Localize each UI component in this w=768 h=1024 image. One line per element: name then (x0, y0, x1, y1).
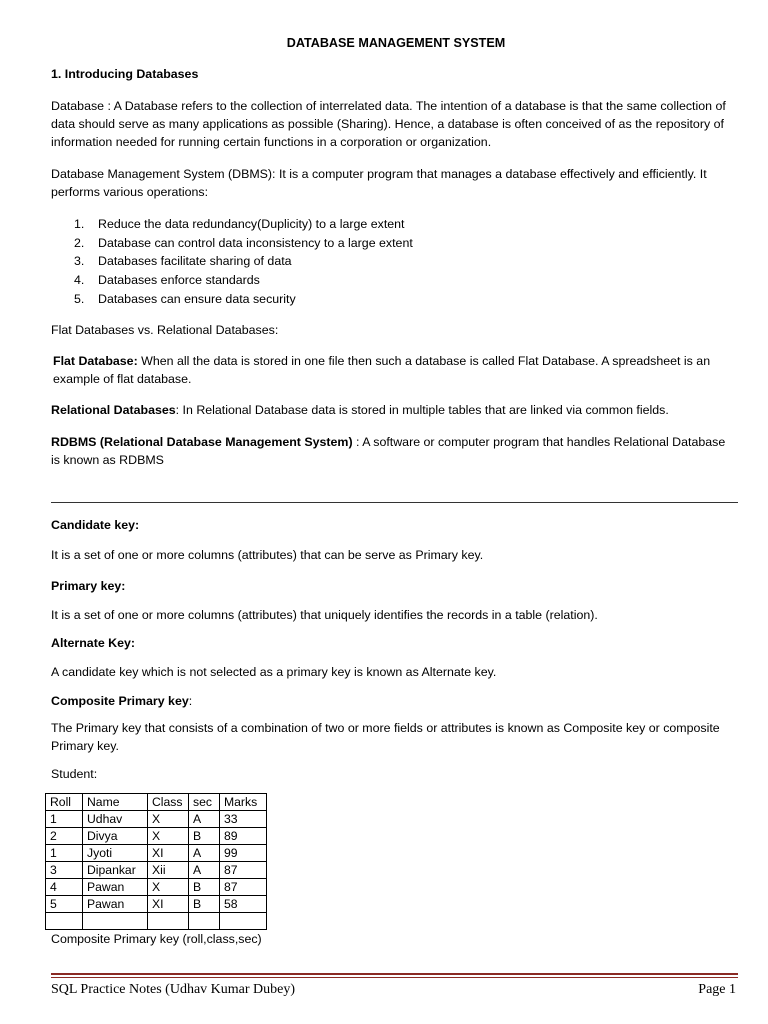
header-class: Class (148, 794, 189, 811)
table-cell: 2 (46, 828, 83, 845)
table-cell: A (189, 811, 220, 828)
table-cell (148, 913, 189, 930)
table-cell: 89 (220, 828, 267, 845)
table-row (46, 896, 267, 913)
header-sec: sec (189, 794, 220, 811)
paragraph-primary-key: It is a set of one or more columns (attributes) that uniquely identifies the records in a table (relation). (51, 608, 598, 622)
table-cell: XI (148, 845, 189, 862)
list-item: 3. Databases facilitate sharing of data (74, 254, 292, 269)
footer-title: SQL Practice Notes (Udhav Kumar Dubey) (51, 982, 296, 997)
table-cell (83, 913, 148, 930)
table-cell: 99 (220, 845, 267, 862)
table-cell: 4 (46, 879, 83, 896)
list-item: 1. Reduce the data redundancy(Duplicity) to a large extent (74, 217, 405, 231)
paragraph-relational-databases: Relational Databases: In Relational Database data is stored in multiple tables that are linked via common fields. (51, 403, 669, 417)
table-cell: 87 (220, 862, 267, 879)
paragraph-database-definition: Database : A Database refers to the collection of interrelated data. The intention of a database is that the same collection of data should serve as many applications as possible (Sharing). Hence, a database is often conceived of as the repository of information needed for running certain functions in a corporation or organization. (51, 99, 726, 149)
table-cell: 33 (220, 811, 267, 828)
table-cell: Jyoti (83, 845, 148, 862)
footer-rule (51, 973, 738, 975)
table-cell: 1 (46, 845, 83, 862)
table-cell: X (148, 811, 189, 828)
table-cell: 3 (46, 862, 83, 879)
student-table (45, 793, 267, 930)
table-cell: XI (148, 896, 189, 913)
table-cell: Pawan (83, 896, 148, 913)
table-cell: Udhav (83, 811, 148, 828)
relational-label: Relational Databases (51, 403, 176, 417)
list-item: 2. Database can control data inconsistency to a large extent (74, 235, 413, 250)
heading-alternate-key: Alternate Key: (51, 636, 136, 650)
table-cell: B (189, 896, 220, 913)
table-cell: Dipankar (83, 862, 148, 879)
header-roll: Roll (46, 794, 83, 811)
page-number: Page 1 (698, 982, 736, 997)
student-table-label: Student: (51, 767, 98, 781)
table-cell: 5 (46, 896, 83, 913)
table-cell: X (148, 879, 189, 896)
list-item: 4. Databases enforce standards (74, 273, 260, 288)
operations-list (51, 215, 413, 308)
paragraph-candidate-key: It is a set of one or more columns (attributes) that can be serve as Primary key. (51, 548, 484, 562)
table-cell: 1 (46, 811, 83, 828)
table-header-row (46, 794, 267, 811)
footer-rule-thin (51, 977, 738, 978)
heading-composite-key: Composite Primary key: (51, 694, 193, 708)
header-marks: Marks (220, 794, 267, 811)
table-cell: B (189, 828, 220, 845)
heading-candidate-key: Candidate key: (51, 518, 140, 532)
composite-key-caption: Composite Primary key (roll,class,sec) (51, 932, 262, 946)
section-heading-introducing-databases: 1. Introducing Databases (51, 67, 199, 81)
table-cell: Pawan (83, 879, 148, 896)
paragraph-flat-vs-relational: Flat Databases vs. Relational Databases: (51, 323, 279, 337)
table-cell: B (189, 879, 220, 896)
table-row (46, 879, 267, 896)
section-divider (51, 502, 738, 503)
table-row (46, 845, 267, 862)
table-cell (189, 913, 220, 930)
table-cell: Divya (83, 828, 148, 845)
page-title: DATABASE MANAGEMENT SYSTEM (286, 36, 506, 50)
table-cell: Xii (148, 862, 189, 879)
table-row (46, 811, 267, 828)
table-cell: X (148, 828, 189, 845)
table-cell: A (189, 845, 220, 862)
paragraph-composite-key: The Primary key that consists of a combination of two or more fields or attributes is known as Composite key or composite Primary key. (51, 721, 720, 753)
table-cell: A (189, 862, 220, 879)
paragraph-rdbms: RDBMS (Relational Database Management System) : A software or computer program that handles Relational Database is known as RDBMS (51, 435, 726, 467)
paragraph-dbms-definition: Database Management System (DBMS): It is a computer program that manages a database effectively and efficiently. It performs various operations: (51, 167, 707, 199)
table-row (46, 913, 267, 930)
list-item: 5. Databases can ensure data security (74, 291, 296, 306)
table-row (46, 828, 267, 845)
flat-database-label: Flat Database: (53, 354, 138, 368)
table-cell: 58 (220, 896, 267, 913)
rdbms-label: RDBMS (Relational Database Management System) (51, 435, 353, 449)
heading-primary-key: Primary key: (51, 579, 126, 593)
table-row (46, 862, 267, 879)
header-name: Name (83, 794, 148, 811)
table-cell (46, 913, 83, 930)
table-cell: 87 (220, 879, 267, 896)
table-cell (220, 913, 267, 930)
paragraph-flat-database: Flat Database: When all the data is stored in one file then such a database is called Flat Database. A spreadsheet is an example of flat database. (53, 354, 711, 386)
paragraph-alternate-key: A candidate key which is not selected as a primary key is known as Alternate key. (51, 665, 497, 679)
